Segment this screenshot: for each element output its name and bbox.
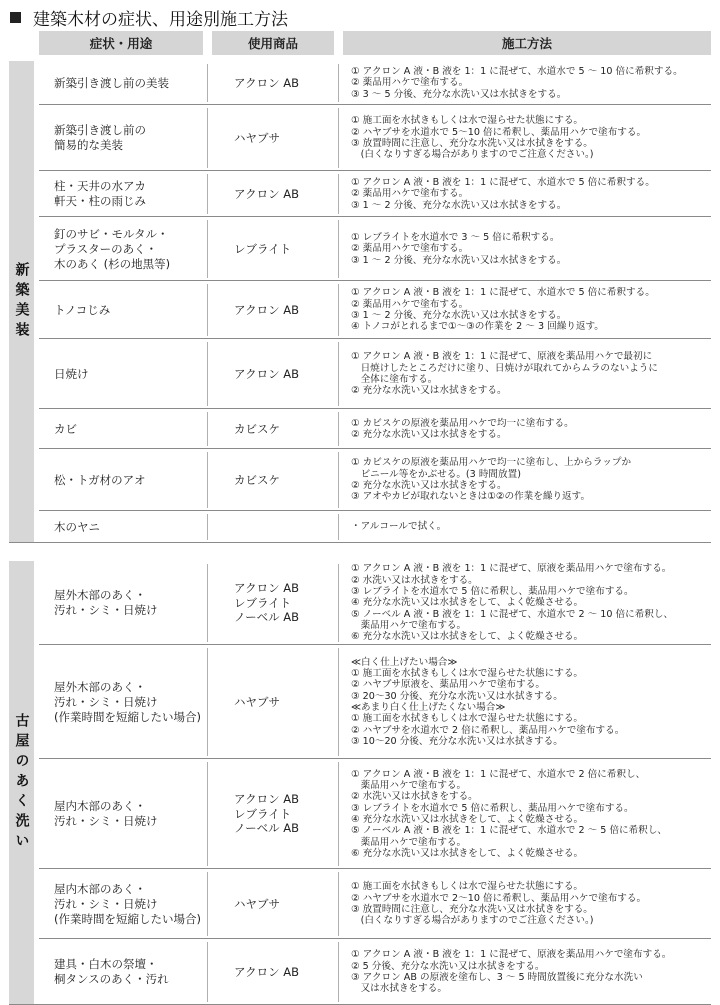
column-divider — [207, 412, 208, 446]
cell-product — [212, 217, 334, 281]
method-text: ① 施工面を水拭きもしくは水で湿らせた状態にする。 ② ハヤブサを水道水で 2～10 倍に希釈し、薬品用ハケで塗布する。 ③ 放置時間に注意し、充分な水洗い又は水拭きをする。 (白くなりすぎる場合がありますのでご注意ください。) — [351, 881, 647, 927]
table-row — [39, 645, 711, 759]
cell-symptom — [39, 281, 203, 339]
column-divider — [207, 942, 208, 1002]
column-divider — [338, 762, 339, 866]
square-bullet-icon — [10, 12, 21, 23]
product-text: アクロン AB レブライト ノーベル AB — [234, 792, 300, 836]
table-row — [39, 759, 711, 869]
symptom-text: 新築引き渡し前の 簡易的な美装 — [54, 123, 146, 152]
cell-method — [343, 409, 711, 449]
method-text: ① アクロン A 液・B 液を 1：1 に混ぜて、原液を薬品用ハケで塗布する。 ② 水洗い又は水拭きをする。 ③ レブライトを水道水で 5 倍に希釈し、薬品用ハケで塗布する。 ④ 充分な水洗い又は水拭きをして、よく乾燥させる。 ⑤ ノーベル A 液・B 液を 1：1 に混ぜて、水道水で 2 ～ 10 倍に希釈し、 薬品用ハケで塗布する。 ⑥ 充分な水洗い又は水拭きをして、よく乾燥させる。 — [351, 563, 674, 643]
column-divider — [338, 64, 339, 102]
cell-symptom — [39, 217, 203, 281]
table-row — [39, 105, 711, 171]
table-row — [39, 61, 711, 105]
cell-product — [212, 409, 334, 449]
symptom-text: トノコじみ — [54, 302, 111, 317]
cell-product — [212, 105, 334, 171]
product-text: アクロン AB — [234, 366, 300, 381]
product-text: レブライト — [234, 241, 292, 256]
symptom-text: 釘のサビ・モルタル・ プラスターのあく・ 木のあく (杉の地黒等) — [54, 226, 171, 271]
group-label — [9, 61, 34, 543]
column-divider — [207, 342, 208, 406]
cell-symptom — [39, 645, 203, 759]
column-divider — [338, 942, 339, 1002]
method-text: ① アクロン A 液・B 液を 1：1 に混ぜて、水道水で 5 倍に希釈する。 ② 薬品用ハケで塗布する。 ③ 1 ～ 2 分後、充分な水洗い又は水拭きをする。 ④ トノコがとれるまで①～③の作業を 2 ～ 3 回繰り返す。 — [351, 287, 655, 333]
column-divider — [338, 872, 339, 936]
cell-product — [212, 645, 334, 759]
product-text: アクロン AB レブライト ノーベル AB — [234, 581, 300, 625]
method-text: ① 施工面を水拭きもしくは水で湿らせた状態にする。 ② ハヤブサを水道水で 5～10 倍に希釈し、薬品用ハケで塗布する。 ③ 放置時間に注意し、充分な水洗い又は水拭きをする。 (白くなりすぎる場合がありますのでご注意ください。) — [351, 115, 647, 161]
column-divider — [207, 64, 208, 102]
cell-symptom — [39, 449, 203, 511]
column-divider — [338, 342, 339, 406]
column-divider — [207, 564, 208, 642]
column-divider — [338, 564, 339, 642]
table-row — [39, 217, 711, 281]
cell-product — [212, 171, 334, 217]
column-divider — [338, 412, 339, 446]
cell-symptom — [39, 339, 203, 409]
column-divider — [207, 220, 208, 278]
product-text: アクロン AB — [234, 186, 300, 201]
product-text: アクロン AB — [234, 964, 300, 979]
product-text: アクロン AB — [234, 75, 300, 90]
method-text: ① アクロン A 液・B 液を 1：1 に混ぜて、水道水で 5 ～ 10 倍に希釈する。 ② 薬品用ハケで塗布する。 ③ 3 ～ 5 分後、充分な水洗い又は水拭きをする。 — [351, 66, 683, 100]
header-method: 施工方法 — [343, 31, 711, 55]
method-text: ≪白く仕上げたい場合≫ ① 施工面を水拭きもしくは水で湿らせた状態にする。 ② ハヤブサ原液を、薬品用ハケで塗布する。 ③ 20～30 分後、充分な水洗い又は水拭きする。 ≪あまり白く仕上げたくない場合≫ ① 施工面を水拭きもしくは水で湿らせた状態にする。 ② ハヤブサを水道水で 2 倍に希釈し、薬品用ハケで塗布する。 ③ 10～20 分後、充分な水洗い又は水拭きする。 — [351, 656, 625, 747]
product-text: ハヤブサ — [234, 130, 280, 145]
cell-symptom — [39, 869, 203, 939]
symptom-text: 建具・白木の祭壇・ 桐タンスのあく・汚れ — [54, 957, 169, 986]
symptom-text: 新築引き渡し前の美装 — [54, 75, 169, 90]
method-text: ① アクロン A 液・B 液を 1：1 に混ぜて、原液を薬品用ハケで塗布する。 ② 5 分後、充分な水洗い又は水拭きをする。 ③ アクロン AB の原液を塗布し、3 ～ 5 時間放置後に充分な水洗い 又は水拭きをする。 — [351, 949, 672, 995]
column-divider — [207, 108, 208, 168]
cell-method — [343, 939, 711, 1005]
table-row — [39, 561, 711, 645]
method-text: ① カビスケの原液を薬品用ハケで均一に塗布する。 ② 充分な水洗い又は水拭きをする。 — [351, 417, 574, 440]
column-divider — [207, 284, 208, 336]
symptom-text: カビ — [54, 421, 77, 436]
cell-symptom — [39, 511, 203, 543]
symptom-text: 日焼け — [54, 366, 89, 381]
cell-product — [212, 339, 334, 409]
group-label-text: 古屋のあく洗い — [13, 713, 30, 853]
cell-symptom — [39, 105, 203, 171]
cell-symptom — [39, 409, 203, 449]
column-divider — [207, 762, 208, 866]
cell-product — [212, 281, 334, 339]
symptom-text: 屋外木部のあく・ 汚れ・シミ・日焼け (作業時間を短縮したい場合) — [54, 679, 201, 724]
table-row — [39, 869, 711, 939]
cell-product — [212, 511, 334, 543]
column-divider — [207, 514, 208, 540]
column-divider — [338, 648, 339, 756]
group-label — [9, 561, 34, 1005]
method-text: ・アルコールで拭く。 — [351, 521, 447, 533]
table-row — [39, 409, 711, 449]
header-symptom: 症状・用途 — [39, 31, 203, 55]
cell-method — [343, 511, 711, 543]
symptom-text: 屋外木部のあく・ 汚れ・シミ・日焼け — [54, 588, 158, 617]
method-text: ① アクロン A 液・B 液を 1：1 に混ぜて、水道水で 5 倍に希釈する。 ② 薬品用ハケで塗布する。 ③ 1 ～ 2 分後、充分な水洗い又は水拭きをする。 — [351, 177, 655, 211]
product-text: ハヤブサ — [234, 896, 280, 911]
table-row — [39, 281, 711, 339]
column-divider — [338, 284, 339, 336]
page-title-text: 建築木材の症状、用途別施工方法 — [33, 9, 288, 30]
cell-product — [212, 869, 334, 939]
cell-product — [212, 61, 334, 105]
symptom-text: 柱・天井の水アカ 軒天・柱の雨じみ — [54, 179, 146, 208]
cell-method — [343, 339, 711, 409]
table-row — [39, 339, 711, 409]
cell-method — [343, 759, 711, 869]
product-text: カビスケ — [234, 421, 280, 436]
cell-method — [343, 105, 711, 171]
product-text: アクロン AB — [234, 302, 300, 317]
cell-product — [212, 561, 334, 645]
cell-method — [343, 217, 711, 281]
page-title — [10, 4, 288, 30]
table-row — [39, 171, 711, 217]
symptom-text: 屋内木部のあく・ 汚れ・シミ・日焼け (作業時間を短縮したい場合) — [54, 881, 201, 926]
product-text: カビスケ — [234, 472, 280, 487]
cell-product — [212, 759, 334, 869]
symptom-text: 木のヤニ — [54, 519, 100, 534]
column-divider — [338, 452, 339, 508]
cell-method — [343, 869, 711, 939]
product-text: ハヤブサ — [234, 694, 280, 709]
method-text: ① カビスケの原液を薬品用ハケで均一に塗布し、上からラップか ビニール等をかぶせる。(3 時間放置) ② 充分な水洗い又は水拭きをする。 ③ アオやカビが取れないときは①②の作業を繰り返す。 — [351, 457, 632, 503]
cell-method — [343, 449, 711, 511]
column-divider — [338, 514, 339, 540]
header-product: 使用商品 — [212, 31, 334, 55]
cell-symptom — [39, 759, 203, 869]
cell-method — [343, 171, 711, 217]
method-text: ① レブライトを水道水で 3 ～ 5 倍に希釈する。 ② 薬品用ハケで塗布する。 ③ 1 ～ 2 分後、充分な水洗い又は水拭きをする。 — [351, 232, 567, 266]
cell-method — [343, 281, 711, 339]
column-divider — [338, 174, 339, 214]
cell-symptom — [39, 939, 203, 1005]
cell-product — [212, 939, 334, 1005]
method-text: ① アクロン A 液・B 液を 1：1 に混ぜて、原液を薬品用ハケで最初に 日焼けしたところだけに塗り、日焼けが取れてからムラのないように 全体に塗布する。 ② 充分な水洗い又は水拭きをする。 — [351, 351, 658, 397]
column-divider — [338, 108, 339, 168]
method-text: ① アクロン A 液・B 液を 1：1 に混ぜて、水道水で 2 倍に希釈し、 薬品用ハケで塗布する。 ② 水洗い又は水拭きをする。 ③ レブライトを水道水で 5 倍に希釈し、薬品用ハケで塗布する。 ④ 充分な水洗い又は水拭きをして、よく乾燥させる。 ⑤ ノーベル A 液・B 液を 1：1 に混ぜて、水道水で 2 ～ 5 倍に希釈し、 薬品用ハケで塗布する。 ⑥ 充分な水洗い又は水拭きをして、よく乾燥させる。 — [351, 768, 668, 859]
table-row — [39, 939, 711, 1005]
cell-symptom — [39, 561, 203, 645]
table-row — [39, 511, 711, 543]
table-row — [39, 449, 711, 511]
column-divider — [207, 174, 208, 214]
symptom-text: 松・トガ材のアオ — [54, 472, 146, 487]
column-divider — [207, 648, 208, 756]
row-divider — [9, 542, 711, 543]
cell-method — [343, 561, 711, 645]
column-divider — [207, 872, 208, 936]
group-label-text: 新築美装 — [13, 262, 30, 342]
column-divider — [207, 452, 208, 508]
cell-symptom — [39, 171, 203, 217]
column-divider — [338, 220, 339, 278]
symptom-text: 屋内木部のあく・ 汚れ・シミ・日焼け — [54, 799, 158, 828]
cell-method — [343, 645, 711, 759]
cell-method — [343, 61, 711, 105]
cell-symptom — [39, 61, 203, 105]
cell-product — [212, 449, 334, 511]
